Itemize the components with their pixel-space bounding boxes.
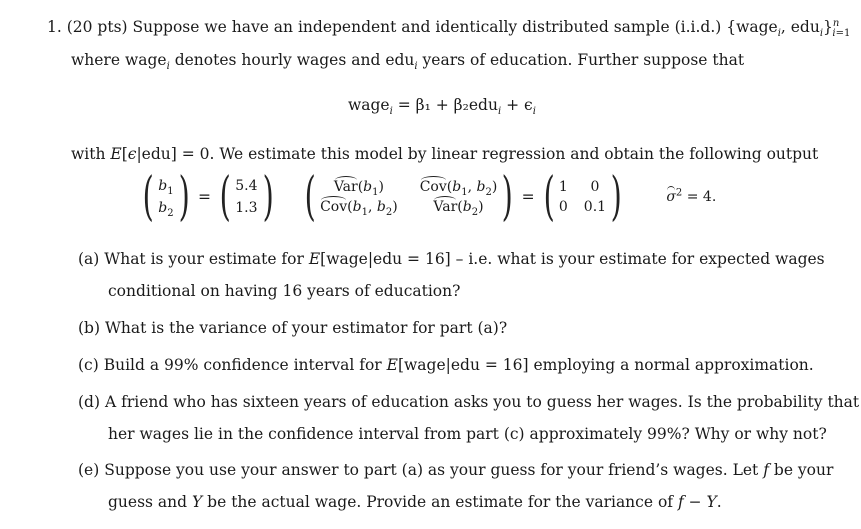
question-c: (c) Build a 99% confidence interval for E[wage|edu = 16] employing a normal approximation.: [78, 356, 814, 374]
question-e: (e) Suppose you use your answer to part (a) as your guess for your friend’s wages. Let f be your: [78, 461, 834, 479]
coef-vector: $b_1$ $b_2$: [158, 178, 174, 219]
intro-text: Suppose we have an independent and identically distributed sample (i.i.d.): [132, 18, 722, 36]
regression-output: ( $b_1$ $b_2$ ) = ( 5.4 1.3 ) ( $Var(b_1)$ $Cov(b_1$, $b_2$) $Cov(b_1$, $b_2$) $Var(b_2)$ ) = ( 1 0 0 0.1 ) $\sigma^2 = 4$.: [142, 167, 717, 227]
sigma-hat-squared: $\sigma^2 = 4$.: [666, 187, 717, 205]
question-a-cont: conditional on having 16 years of education?: [108, 282, 461, 300]
question-a: (a) What is your estimate for E[wage|edu = 16] – i.e. what is your estimate for expected wages: [78, 250, 825, 268]
question-d-cont: her wages lie in the confidence interval from part (c) approximately 99%? Why or why not?: [108, 425, 827, 443]
problem-points: (20 pts): [66, 18, 128, 36]
question-b: (b) What is the variance of your estimator for part (a)?: [78, 319, 508, 337]
question-e-cont: guess and Y be the actual wage. Provide an estimate for the variance of f − Y.: [108, 493, 722, 511]
var-cov-values: 1 0 0 0.1: [558, 179, 607, 215]
problem-number: 1.: [47, 18, 62, 36]
var-cov-symbolic: $Var(b_1)$ $Cov(b_1$, $b_2$) $Cov(b_1$, $b_2$) $Var(b_2)$: [320, 179, 498, 218]
coef-values: [235, 178, 257, 216]
model-equation: wage$_i$ = $\beta_1 + \beta_2edu_i + \epsilon_i$: [348, 96, 536, 118]
problem-intro-line-2: where wage$_i$ denotes hourly wages and edu$_i$ years of education. Further suppose that: [71, 51, 745, 73]
b2-value: 1.3: [235, 200, 258, 216]
condition-line: with E[ϵ|edu] = 0. We estimate this model by linear regression and obtain the following output: [71, 145, 819, 163]
problem-intro-line-1: [47, 17, 851, 40]
b1-value: 5.4: [235, 178, 258, 194]
sample-set: {wage$_i$, edu$_i$}$^n_{i=1}$: [726, 17, 851, 40]
question-d: (d) A friend who has sixteen years of education asks you to guess her wages. Is the probability that: [78, 393, 860, 411]
